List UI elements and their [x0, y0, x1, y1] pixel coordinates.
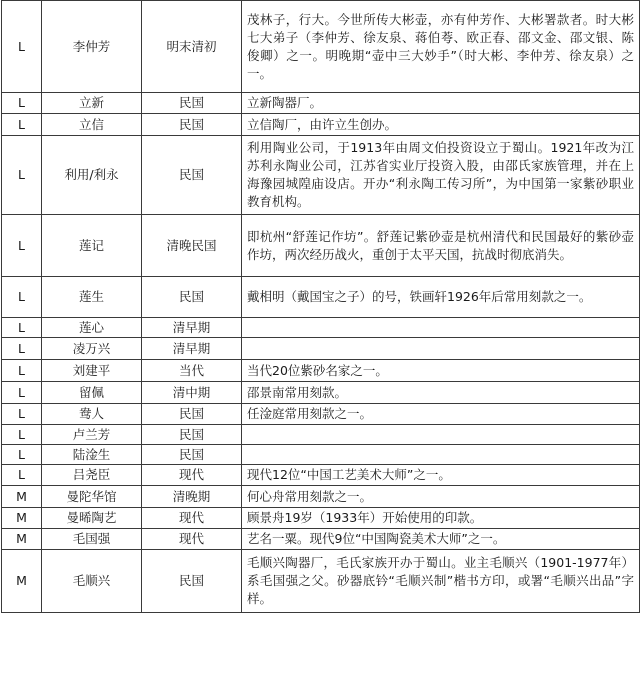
- table-row: [2, 404, 640, 425]
- table-row: [2, 277, 640, 318]
- maker-name-cell: 李仲芳: [42, 1, 142, 93]
- maker-name-cell: 毛顺兴: [42, 550, 142, 613]
- maker-name-cell: 毛国强: [42, 529, 142, 550]
- period-cell: 民国: [142, 550, 242, 613]
- table-row: [2, 445, 640, 465]
- description-cell: 即杭州“舒莲记作坊”。舒莲记紫砂壶是杭州清代和民国最好的紫砂壶作坊，两次经历战火，重创于太平天国，抗战时彻底消失。: [242, 215, 640, 277]
- table-row: [2, 486, 640, 508]
- letter-cell: L: [2, 465, 42, 486]
- description-cell: 顾景舟19岁（1933年）开始使用的印款。: [242, 508, 640, 529]
- table-row: [2, 465, 640, 486]
- period-cell: 民国: [142, 445, 242, 465]
- period-cell: 清晚民国: [142, 215, 242, 277]
- description-cell: 立信陶厂，由许立生创办。: [242, 114, 640, 136]
- period-cell: 当代: [142, 360, 242, 382]
- description-cell: [242, 425, 640, 445]
- table-row: [2, 529, 640, 550]
- table-row: [2, 550, 640, 613]
- maker-name-cell: 吕尧臣: [42, 465, 142, 486]
- letter-cell: M: [2, 486, 42, 508]
- description-cell: 何心舟常用刻款之一。: [242, 486, 640, 508]
- letter-cell: L: [2, 382, 42, 404]
- table-row: [2, 382, 640, 404]
- period-cell: 清晚期: [142, 486, 242, 508]
- description-cell: [242, 318, 640, 338]
- maker-name-cell: 莲记: [42, 215, 142, 277]
- letter-cell: L: [2, 338, 42, 360]
- table-row: [2, 425, 640, 445]
- table-row: [2, 136, 640, 215]
- letter-cell: L: [2, 404, 42, 425]
- maker-name-cell: 莲心: [42, 318, 142, 338]
- period-cell: 现代: [142, 508, 242, 529]
- maker-name-cell: 刘建平: [42, 360, 142, 382]
- maker-name-cell: 陆淦生: [42, 445, 142, 465]
- table-row: [2, 508, 640, 529]
- letter-cell: M: [2, 529, 42, 550]
- description-cell: 戴相明（戴国宝之子）的号，铁画轩1926年后常用刻款之一。: [242, 277, 640, 318]
- description-cell: [242, 445, 640, 465]
- description-cell: 艺名一粟。现代9位“中国陶瓷美术大师”之一。: [242, 529, 640, 550]
- description-cell: 邵景南常用刻款。: [242, 382, 640, 404]
- table-row: [2, 338, 640, 360]
- period-cell: 现代: [142, 465, 242, 486]
- maker-name-cell: 凌万兴: [42, 338, 142, 360]
- table-row: [2, 1, 640, 93]
- period-cell: 民国: [142, 425, 242, 445]
- maker-name-cell: 立信: [42, 114, 142, 136]
- table-row: [2, 318, 640, 338]
- maker-name-cell: 利用/利永: [42, 136, 142, 215]
- table-row: [2, 215, 640, 277]
- maker-name-cell: 卢兰芳: [42, 425, 142, 445]
- table-row: [2, 93, 640, 114]
- period-cell: 民国: [142, 136, 242, 215]
- period-cell: 民国: [142, 277, 242, 318]
- period-cell: 现代: [142, 529, 242, 550]
- description-cell: 立新陶器厂。: [242, 93, 640, 114]
- maker-table: [1, 0, 640, 613]
- description-cell: 现代12位“中国工艺美术大师”之一。: [242, 465, 640, 486]
- letter-cell: L: [2, 360, 42, 382]
- letter-cell: L: [2, 114, 42, 136]
- letter-cell: L: [2, 425, 42, 445]
- maker-name-cell: 留佩: [42, 382, 142, 404]
- maker-name-cell: 立新: [42, 93, 142, 114]
- description-cell: 毛顺兴陶器厂，毛氏家族开办于蜀山。业主毛顺兴（1901-1977年）系毛国强之父。砂器底钤“毛顺兴制”楷书方印，或署“毛顺兴出品”字样。: [242, 550, 640, 613]
- description-cell: [242, 338, 640, 360]
- period-cell: 清早期: [142, 318, 242, 338]
- letter-cell: L: [2, 277, 42, 318]
- description-cell: 当代20位紫砂名家之一。: [242, 360, 640, 382]
- description-cell: 任淦庭常用刻款之一。: [242, 404, 640, 425]
- letter-cell: L: [2, 318, 42, 338]
- period-cell: 清早期: [142, 338, 242, 360]
- table-row: [2, 114, 640, 136]
- table-row: [2, 360, 640, 382]
- letter-cell: L: [2, 445, 42, 465]
- period-cell: 明末清初: [142, 1, 242, 93]
- period-cell: 民国: [142, 114, 242, 136]
- letter-cell: M: [2, 508, 42, 529]
- maker-name-cell: 曼陀华馆: [42, 486, 142, 508]
- letter-cell: L: [2, 1, 42, 93]
- letter-cell: L: [2, 215, 42, 277]
- period-cell: 民国: [142, 93, 242, 114]
- description-cell: 茂林子，行大。今世所传大彬壶，亦有仲芳作、大彬署款者。时大彬七大弟子（李仲芳、徐友泉、蒋伯荂、欧正春、邵文金、邵文银、陈俊卿）之一。明晚期“壶中三大妙手”（时大彬、李仲芳、徐友泉）之一。: [242, 1, 640, 93]
- letter-cell: M: [2, 550, 42, 613]
- maker-name-cell: 曼晞陶艺: [42, 508, 142, 529]
- table-body: [2, 1, 640, 613]
- period-cell: 清中期: [142, 382, 242, 404]
- maker-name-cell: 鸯人: [42, 404, 142, 425]
- letter-cell: L: [2, 93, 42, 114]
- description-cell: 利用陶业公司，于1913年由周文伯投资设立于蜀山。1921年改为江苏利永陶业公司，江苏省实业厅投资入股，由邵氏家族管理，并在上海豫园城隍庙设店。开办“利永陶工传习所”，为中国第一家紫砂职业教育机构。: [242, 136, 640, 215]
- period-cell: 民国: [142, 404, 242, 425]
- letter-cell: L: [2, 136, 42, 215]
- maker-name-cell: 莲生: [42, 277, 142, 318]
